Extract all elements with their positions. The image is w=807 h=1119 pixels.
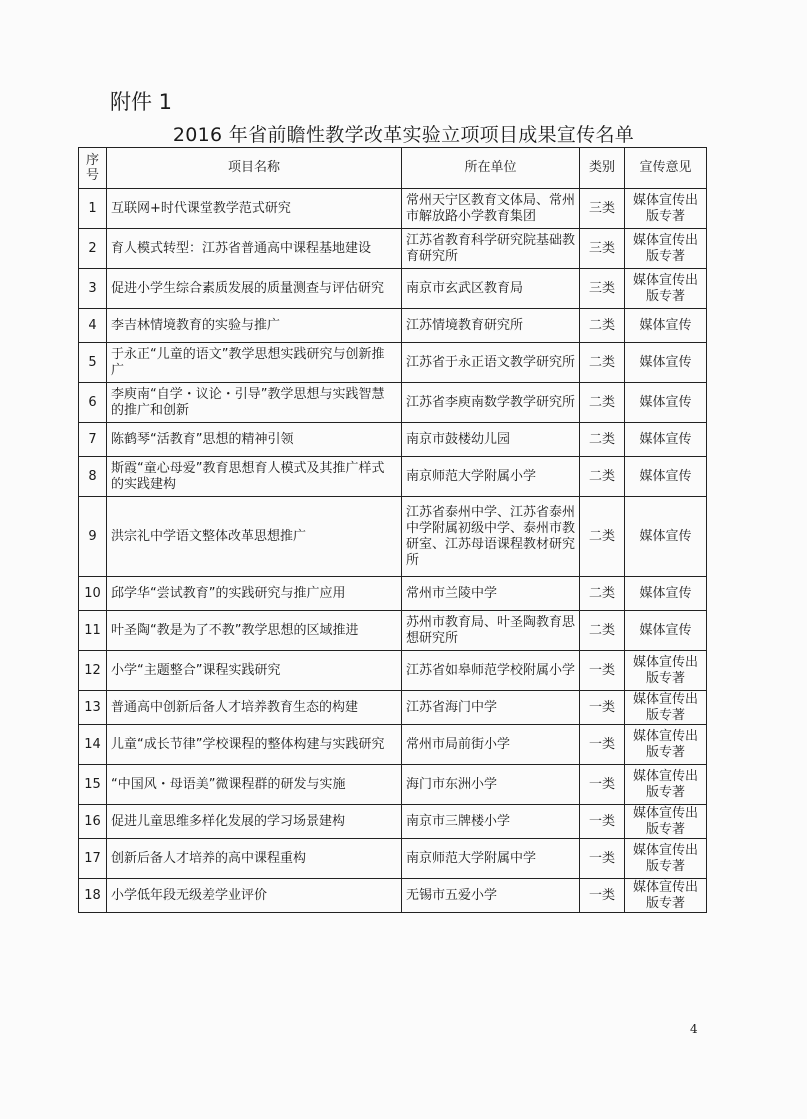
header-no-line2: 号 (85, 168, 99, 183)
row-number: 17 (79, 839, 107, 879)
table-row (79, 765, 707, 805)
project-category: 二类 (580, 577, 625, 611)
header-project-name: 项目名称 (107, 148, 402, 189)
publicity-opinion: 媒体宣传 (625, 577, 707, 611)
project-name: 陈鹤琴“活教育”思想的精神引领 (107, 423, 402, 457)
project-category: 二类 (580, 423, 625, 457)
table-row (79, 423, 707, 457)
row-number: 16 (79, 805, 107, 839)
project-unit: 江苏省于永正语文教学研究所 (402, 343, 580, 383)
project-unit: 苏州市教育局、叶圣陶教育思想研究所 (402, 611, 580, 651)
project-name: 李吉林情境教育的实验与推广 (107, 309, 402, 343)
publicity-opinion: 媒体宣传 (625, 497, 707, 577)
row-number: 13 (79, 691, 107, 725)
publicity-opinion: 媒体宣传出版专著 (625, 839, 707, 879)
table-row (79, 725, 707, 765)
project-name: 洪宗礼中学语文整体改革思想推广 (107, 497, 402, 577)
row-number: 5 (79, 343, 107, 383)
publicity-opinion: 媒体宣传出版专著 (625, 765, 707, 805)
project-unit: 江苏省海门中学 (402, 691, 580, 725)
project-category: 一类 (580, 765, 625, 805)
project-category: 三类 (580, 269, 625, 309)
project-name: 于永正“儿童的语文”教学思想实践研究与创新推广 (107, 343, 402, 383)
project-unit: 江苏省如皋师范学校附属小学 (402, 651, 580, 691)
table-row (79, 497, 707, 577)
project-unit: 江苏情境教育研究所 (402, 309, 580, 343)
project-name: 小学“主题整合”课程实践研究 (107, 651, 402, 691)
project-category: 一类 (580, 691, 625, 725)
publicity-opinion: 媒体宣传出版专著 (625, 229, 707, 269)
row-number: 1 (79, 189, 107, 229)
table-row (79, 691, 707, 725)
project-name: 育人模式转型：江苏省普通高中课程基地建设 (107, 229, 402, 269)
publicity-opinion: 媒体宣传 (625, 611, 707, 651)
table-row (79, 383, 707, 423)
publicity-opinion: 媒体宣传 (625, 309, 707, 343)
table-row (79, 611, 707, 651)
table-row (79, 269, 707, 309)
project-unit: 常州市兰陵中学 (402, 577, 580, 611)
row-number: 6 (79, 383, 107, 423)
header-no-line1: 序 (85, 153, 99, 168)
project-unit: 江苏省泰州中学、江苏省泰州中学附属初级中学、泰州市教研室、江苏母语课程教材研究所 (402, 497, 580, 577)
table-header-row (79, 148, 707, 189)
publicity-opinion: 媒体宣传出版专著 (625, 691, 707, 725)
project-unit: 常州市局前街小学 (402, 725, 580, 765)
project-name: 互联网+时代课堂教学范式研究 (107, 189, 402, 229)
project-unit: 南京市玄武区教育局 (402, 269, 580, 309)
project-name: 促进儿童思维多样化发展的学习场景建构 (107, 805, 402, 839)
publicity-opinion: 媒体宣传出版专著 (625, 189, 707, 229)
project-unit: 海门市东洲小学 (402, 765, 580, 805)
table-row (79, 651, 707, 691)
table-row (79, 805, 707, 839)
publicity-opinion: 媒体宣传 (625, 383, 707, 423)
publicity-opinion: 媒体宣传出版专著 (625, 269, 707, 309)
table-row (79, 309, 707, 343)
row-number: 3 (79, 269, 107, 309)
project-category: 三类 (580, 189, 625, 229)
row-number: 15 (79, 765, 107, 805)
publicity-opinion: 媒体宣传出版专著 (625, 805, 707, 839)
project-category: 二类 (580, 343, 625, 383)
row-number: 8 (79, 457, 107, 497)
project-unit: 南京师范大学附属中学 (402, 839, 580, 879)
publicity-opinion: 媒体宣传出版专著 (625, 879, 707, 913)
row-number: 10 (79, 577, 107, 611)
table-row (79, 189, 707, 229)
attachment-label: 附件 1 (110, 90, 173, 114)
table-row (79, 577, 707, 611)
project-name: 普通高中创新后备人才培养教育生态的构建 (107, 691, 402, 725)
publicity-opinion: 媒体宣传出版专著 (625, 651, 707, 691)
project-unit: 南京市鼓楼幼儿园 (402, 423, 580, 457)
project-name: 创新后备人才培养的高中课程重构 (107, 839, 402, 879)
project-unit: 无锡市五爱小学 (402, 879, 580, 913)
project-category: 三类 (580, 229, 625, 269)
project-name: 邱学华“尝试教育”的实践研究与推广应用 (107, 577, 402, 611)
header-unit: 所在单位 (402, 148, 580, 189)
page-number: 4 (690, 1022, 698, 1036)
header-no (79, 148, 107, 189)
project-category: 二类 (580, 497, 625, 577)
project-category: 二类 (580, 309, 625, 343)
project-name: 叶圣陶“教是为了不教”教学思想的区域推进 (107, 611, 402, 651)
row-number: 11 (79, 611, 107, 651)
table-row (79, 229, 707, 269)
row-number: 7 (79, 423, 107, 457)
header-publicity: 宣传意见 (625, 148, 707, 189)
project-name: 儿童“成长节律”学校课程的整体构建与实践研究 (107, 725, 402, 765)
project-unit: 南京师范大学附属小学 (402, 457, 580, 497)
row-number: 2 (79, 229, 107, 269)
table-row (79, 879, 707, 913)
row-number: 12 (79, 651, 107, 691)
publicity-opinion: 媒体宣传 (625, 343, 707, 383)
publicity-opinion: 媒体宣传 (625, 423, 707, 457)
project-category: 二类 (580, 457, 625, 497)
project-category: 一类 (580, 725, 625, 765)
row-number: 4 (79, 309, 107, 343)
project-name: 小学低年段无级差学业评价 (107, 879, 402, 913)
publicity-opinion: 媒体宣传出版专著 (625, 725, 707, 765)
project-category: 一类 (580, 839, 625, 879)
row-number: 9 (79, 497, 107, 577)
project-name: “中国风・母语美”微课程群的研发与实施 (107, 765, 402, 805)
table-row (79, 839, 707, 879)
project-unit: 常州天宁区教育文体局、常州市解放路小学教育集团 (402, 189, 580, 229)
row-number: 18 (79, 879, 107, 913)
project-category: 一类 (580, 879, 625, 913)
document-title: 2016 年省前瞻性教学改革实验立项项目成果宣传名单 (172, 124, 635, 146)
table-row (79, 457, 707, 497)
row-number: 14 (79, 725, 107, 765)
project-category: 二类 (580, 611, 625, 651)
project-table (78, 147, 707, 913)
project-name: 李庾南“自学・议论・引导”教学思想与实践智慧的推广和创新 (107, 383, 402, 423)
project-category: 一类 (580, 651, 625, 691)
project-name: 斯霞“童心母爱”教育思想育人模式及其推广样式的实践建构 (107, 457, 402, 497)
publicity-opinion: 媒体宣传 (625, 457, 707, 497)
project-unit: 南京市三牌楼小学 (402, 805, 580, 839)
project-category: 一类 (580, 805, 625, 839)
project-name: 促进小学生综合素质发展的质量测查与评估研究 (107, 269, 402, 309)
header-category: 类别 (580, 148, 625, 189)
project-unit: 江苏省教育科学研究院基础教育研究所 (402, 229, 580, 269)
table-row (79, 343, 707, 383)
project-unit: 江苏省李庾南数学教学研究所 (402, 383, 580, 423)
project-category: 二类 (580, 383, 625, 423)
